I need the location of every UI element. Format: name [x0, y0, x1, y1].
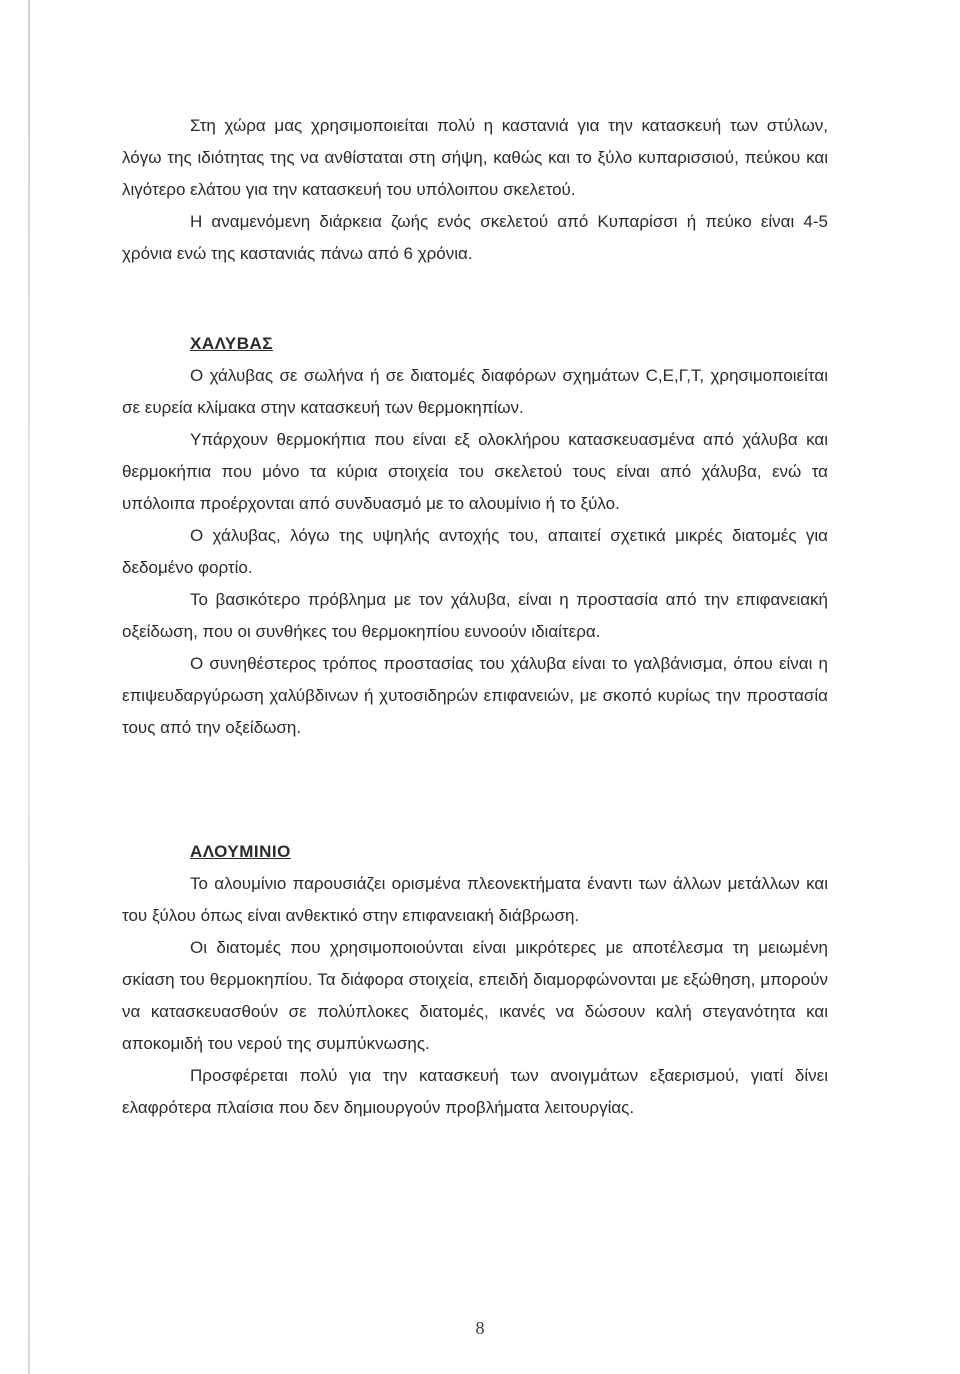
- paragraph-aluminium-3: Προσφέρεται πολύ για την κατασκευή των ανοιγμάτων εξαερισμού, γιατί δίνει ελαφρότερα πλαίσια που δεν δημιουργούν προβλήματα λειτουργίας.: [122, 1066, 828, 1117]
- paragraph-lifespan: Η αναμενόμενη διάρκεια ζωής ενός σκελετού από Κυπαρίσσι ή πεύκο είναι 4-5 χρόνια ενώ της καστανιάς πάνω από 6 χρόνια.: [122, 212, 828, 263]
- paragraph-steel-2: Υπάρχουν θερμοκήπια που είναι εξ ολοκλήρου κατασκευασμένα από χάλυβα και θερμοκήπια που μόνο τα κύρια στοιχεία του σκελετού τους είναι από χάλυβα, ενώ τα υπόλοιπα προέρχονται από συνδυασμό με το αλουμίνιο ή το ξύλο.: [122, 430, 828, 513]
- paragraph-aluminium-1: Το αλουμίνιο παρουσιάζει ορισμένα πλεονεκτήματα έναντι των άλλων μετάλλων και του ξύλου όπως είναι ανθεκτικό στην επιφανειακή διάβρωση.: [122, 874, 828, 925]
- section-heading-aluminium: ΑΛΟΥΜΙΝΙΟ: [190, 842, 291, 861]
- paragraph-steel-3: Ο χάλυβας, λόγω της υψηλής αντοχής του, απαιτεί σχετικά μικρές διατομές για δεδομένο φορτίο.: [122, 526, 828, 577]
- paragraph-steel-4: Το βασικότερο πρόβλημα με τον χάλυβα, είναι η προστασία από την επιφανειακή οξείδωση, που οι συνθήκες του θερμοκηπίου ευνοούν ιδιαίτερα.: [122, 590, 828, 641]
- binding-margin-line: [28, 0, 30, 1374]
- paragraph-steel-5: Ο συνηθέστερος τρόπος προστασίας του χάλυβα είναι το γαλβάνισμα, όπου είναι η επιψευδαργύρωση χαλύβδινων ή χυτοσιδηρών επιφανειών, με σκοπό κυρίως την προστασία τους από την οξείδωση.: [122, 654, 828, 737]
- document-body: [122, 110, 828, 1124]
- paragraph-steel-1: Ο χάλυβας σε σωλήνα ή σε διατομές διαφόρων σχημάτων C,E,Γ,T, χρησιμοποιείται σε ευρεία κλίμακα στην κατασκευή των θερμοκηπίων.: [122, 366, 828, 417]
- spacer: [122, 270, 828, 328]
- paragraph-chestnut: Στη χώρα μας χρησιμοποιείται πολύ η καστανιά για την κατασκευή των στύλων, λόγω της ιδιότητας της να ανθίσταται στη σήψη, καθώς και το ξύλο κυπαρισσιού, πεύκου και λιγότερο ελάτου για την κατασκευή του υπόλοιπου σκελετού.: [122, 116, 828, 199]
- section-heading-steel: ΧΑΛΥΒΑΣ: [190, 334, 274, 353]
- page-number: 8: [475, 1318, 485, 1338]
- paragraph-aluminium-2: Οι διατομές που χρησιμοποιούνται είναι μικρότερες με αποτέλεσμα τη μειωμένη σκίαση του θερμοκηπίου. Τα διάφορα στοιχεία, επειδή διαμορφώνονται με εξώθηση, μπορούν να κατασκευασθούν σε πολύπλοκες διατομές, ικανές να δώσουν καλή στεγανότητα και αποκομιδή του νερού της συμπύκνωσης.: [122, 938, 828, 1053]
- spacer: [122, 744, 828, 836]
